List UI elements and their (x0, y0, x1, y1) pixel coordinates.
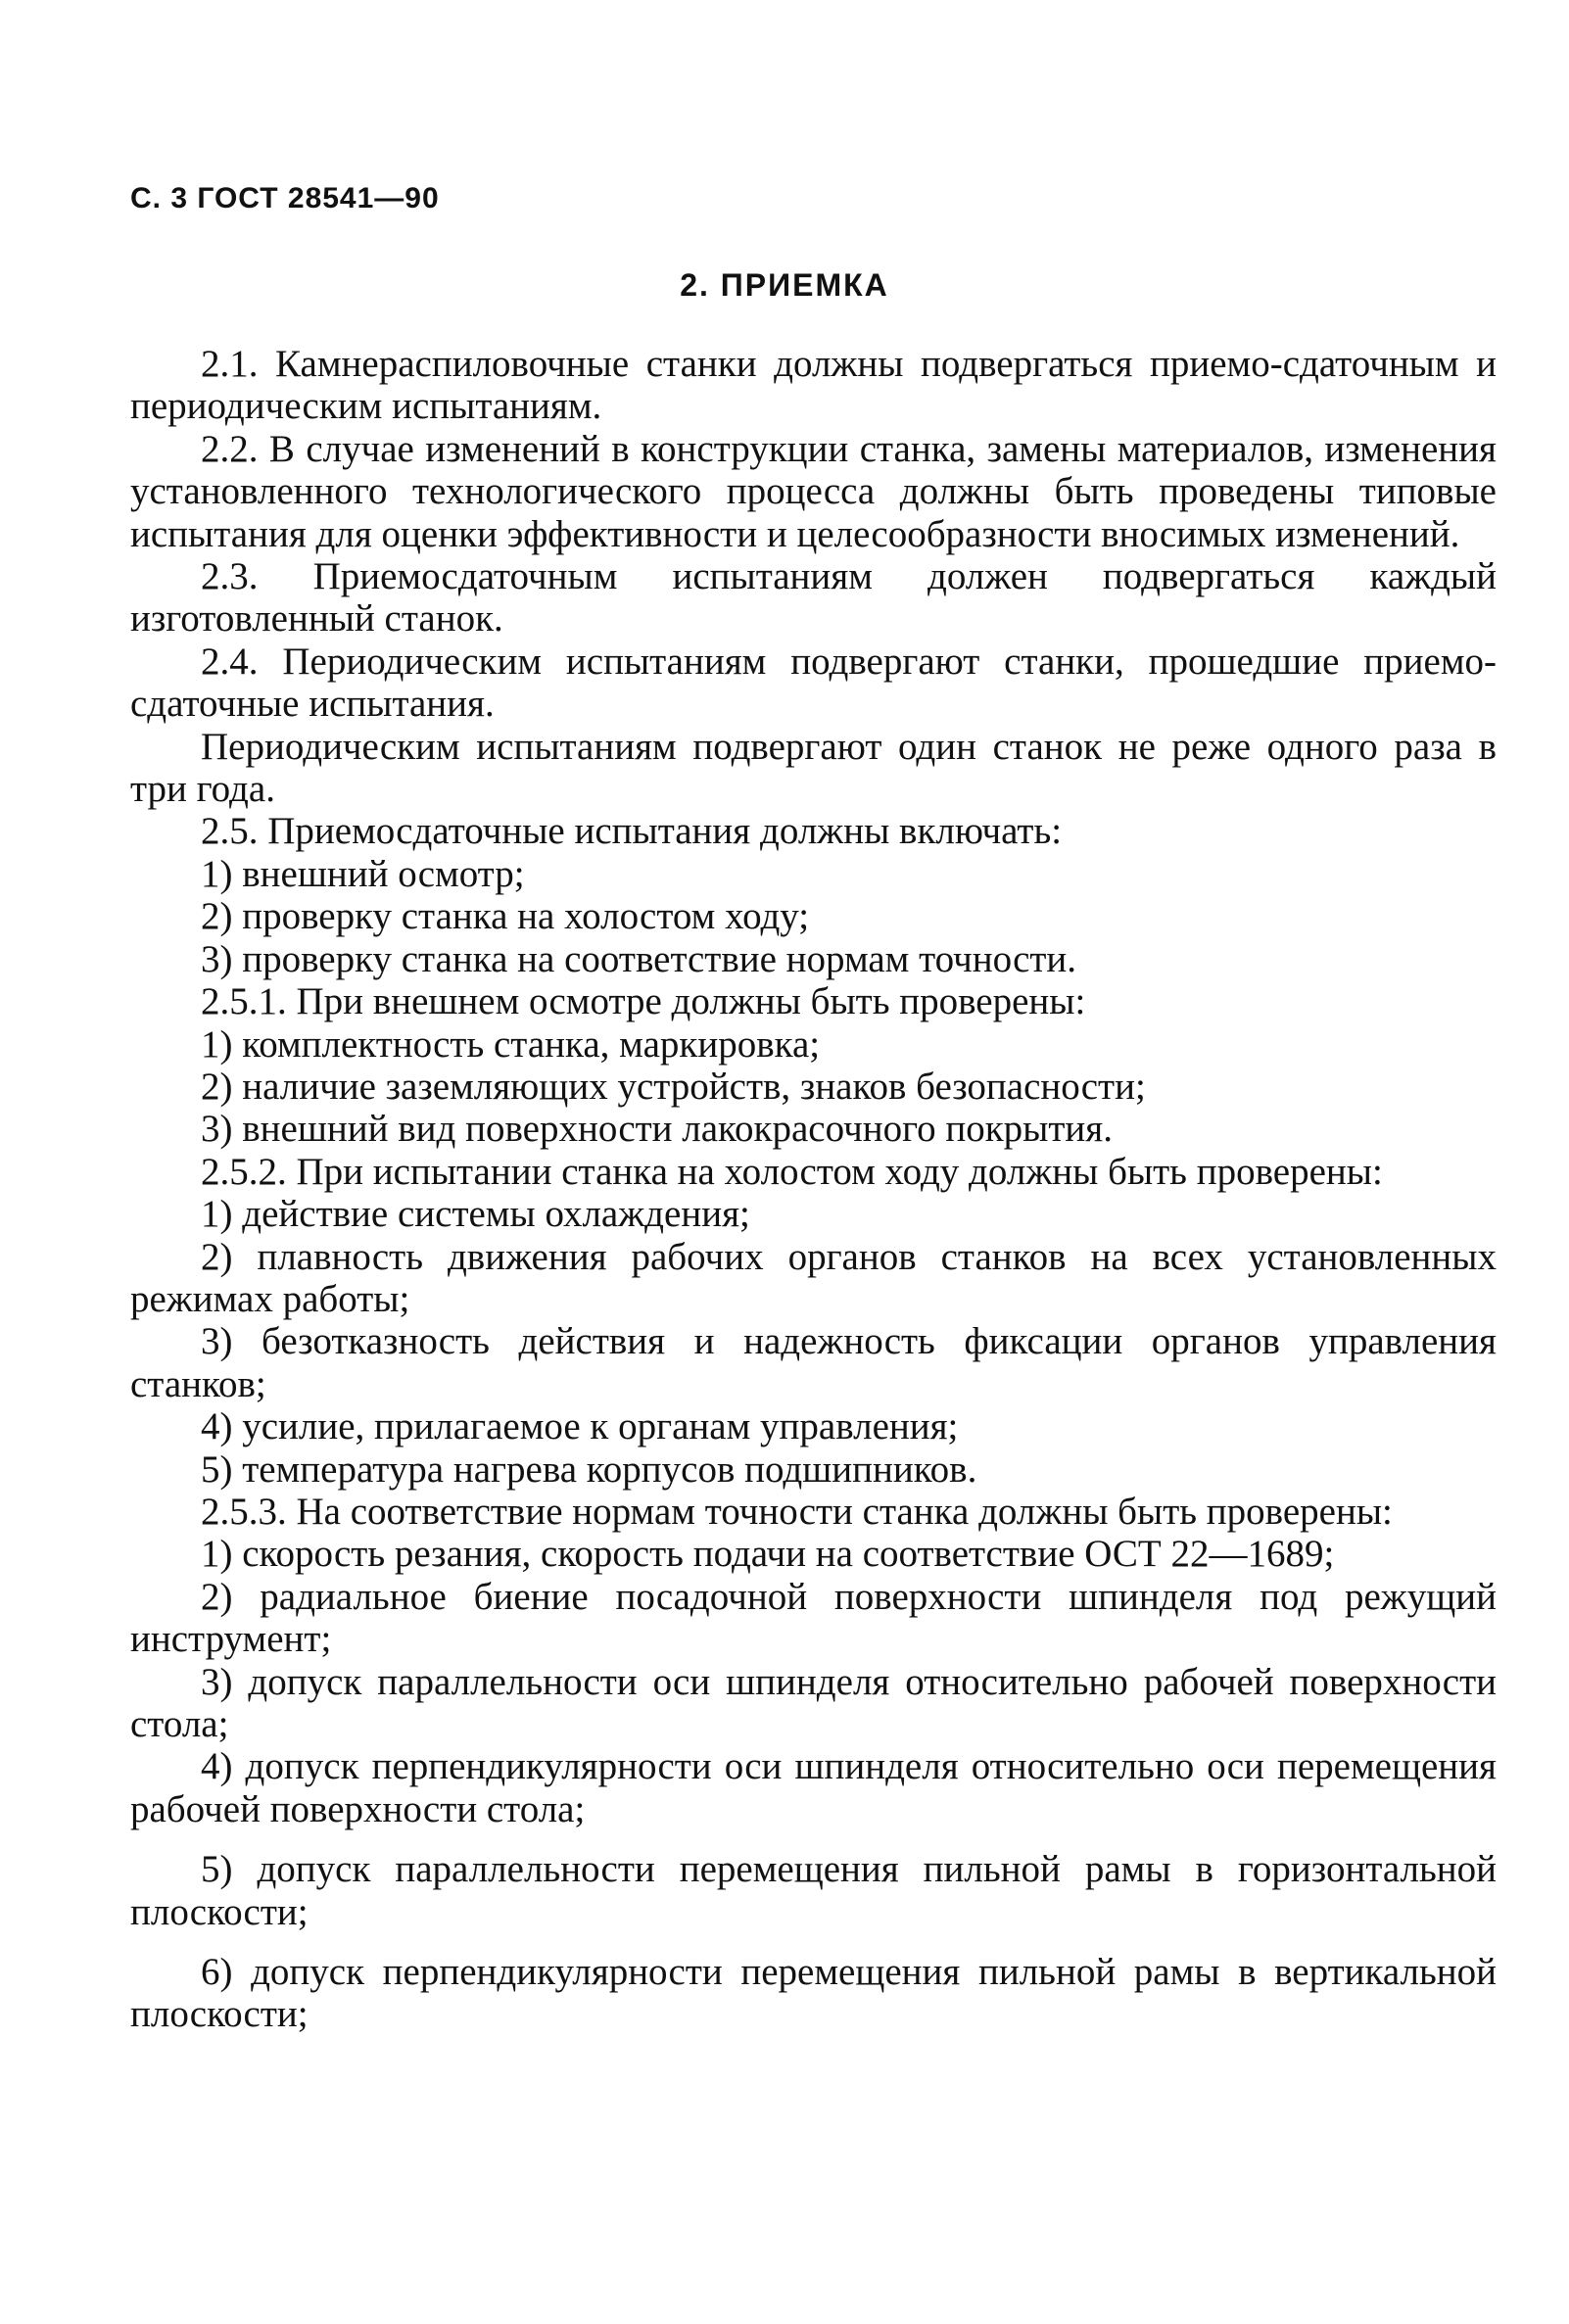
page-header: С. 3 ГОСТ 28541—90 (130, 182, 440, 214)
list-item: 1) действие системы охлаждения; (201, 1193, 750, 1236)
paragraph-2-3: 2.3. Приемосдаточным испытаниям должен подвергаться каждый изготовленный станок. (130, 555, 1497, 640)
paragraph-2-5-2: 2.5.2. При испытании станка на холостом ходу должны быть проверены: (201, 1150, 1383, 1193)
list-item: 2) наличие заземляющих устройств, знаков безопасности; (201, 1065, 1146, 1108)
list-item: 1) комплектность станка, маркировка; (201, 1022, 821, 1066)
list-item: 5) допуск параллельности перемещения пильной рамы в горизонтальной плоскости; (130, 1848, 1497, 1933)
list-item: 2) проверку станка на холостом ходу; (201, 895, 810, 938)
list-item: 3) внешний вид поверхности лакокрасочного покрытия. (201, 1108, 1113, 1151)
list-item: 4) усилие, прилагаемое к органам управления; (201, 1405, 959, 1448)
list-item: 2) радиальное биение посадочной поверхности шпинделя под режущий инструмент; (130, 1575, 1497, 1661)
list-item: 3) безотказность действия и надежность фиксации органов управления станков; (130, 1320, 1497, 1405)
list-item: 6) допуск перпендикулярности перемещения пильной рамы в вертикальной плоскости; (130, 1951, 1497, 2036)
paragraph-2-5-3: 2.5.3. На соответствие нормам точности станка должны быть проверены: (201, 1490, 1393, 1533)
section-title: 2. ПРИЕМКА (680, 267, 889, 303)
paragraph-periodic: Периодическим испытаниям подвергают один станок не реже одного раза в три года. (130, 725, 1497, 811)
list-item: 5) температура нагрева корпусов подшипников. (201, 1447, 977, 1491)
list-item: 1) внешний осмотр; (201, 852, 525, 895)
body-text (130, 343, 1497, 2036)
paragraph-2-5-1: 2.5.1. При внешнем осмотре должны быть проверены: (201, 980, 1086, 1023)
paragraph-2-2: 2.2. В случае изменений в конструкции станка, замены материалов, изменения установленного технологического процесса должны быть проведены типовые испытания для оценки эффективности и целесообразности вносимых изменений. (130, 427, 1497, 555)
paragraph-2-5: 2.5. Приемосдаточные испытания должны включать: (201, 810, 1063, 853)
list-item: 3) допуск параллельности оси шпинделя относительно рабочей поверхности стола; (130, 1660, 1497, 1745)
list-item: 1) скорость резания, скорость подачи на соответствие ОСТ 22—1689; (201, 1533, 1335, 1576)
list-item: 3) проверку станка на соответствие нормам точности. (201, 937, 1077, 980)
paragraph-2-1: 2.1. Камнераспиловочные станки должны подвергаться приемо-сдаточным и периодическим испытаниям. (130, 343, 1497, 428)
paragraph-2-4: 2.4. Периодическим испытаниям подвергают станки, прошедшие приемо-сдаточные испытания. (130, 640, 1497, 726)
list-item: 4) допуск перпендикулярности оси шпинделя относительно оси перемещения рабочей поверхности стола; (130, 1745, 1497, 1830)
list-item: 2) плавность движения рабочих органов станков на всех установленных режимах работы; (130, 1235, 1497, 1320)
